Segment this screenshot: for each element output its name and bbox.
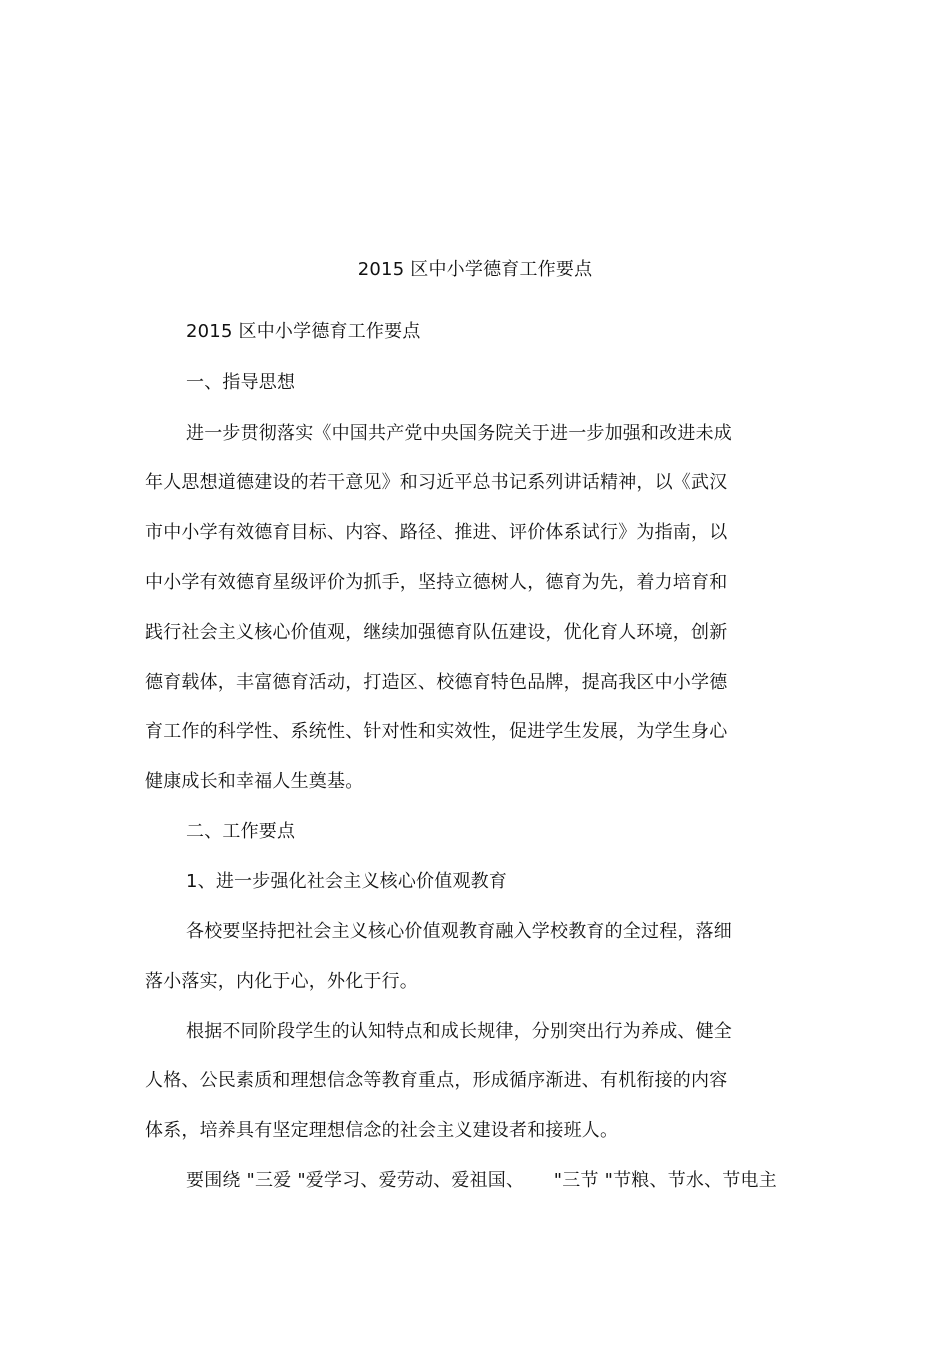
- paragraph-line: 体系，培养具有坚定理想信念的社会主义建设者和接班人。: [145, 1120, 619, 1141]
- paragraph-line: 根据不同阶段学生的认知特点和成长规律，分别突出行为养成、健全: [186, 1021, 732, 1042]
- document-title: 2015 区中小学德育工作要点: [357, 259, 593, 280]
- paragraph-line: 健康成长和幸福人生奠基。: [145, 771, 364, 792]
- paragraph-line: 各校要坚持把社会主义核心价值观教育融入学校教育的全过程，落细: [186, 921, 732, 942]
- paragraph-line: 进一步贯彻落实《中国共产党中央国务院关于进一步加强和改进未成: [186, 423, 732, 444]
- paragraph-line: 中小学有效德育星级评价为抓手，坚持立德树人，德育为先，着力培育和: [145, 572, 728, 593]
- subsection-heading: 1、进一步强化社会主义核心价值观教育: [186, 871, 508, 892]
- paragraph-line: 市中小学有效德育目标、内容、路径、推进、评价体系试行》为指南，以: [145, 522, 728, 543]
- paragraph-line: 践行社会主义核心价值观，继续加强德育队伍建设，优化育人环境，创新: [145, 622, 728, 643]
- paragraph-line: 育工作的科学性、系统性、针对性和实效性，促进学生发展，为学生身心: [145, 721, 728, 742]
- paragraph-line: 要围绕 "三爱 "爱学习、爱劳动、爱祖国、 "三节 "节粮、节水、节电主: [186, 1170, 777, 1191]
- paragraph-line: 人格、公民素质和理想信念等教育重点，形成循序渐进、有机衔接的内容: [145, 1070, 728, 1091]
- section-heading-guiding-thought: 一、指导思想: [186, 372, 296, 393]
- paragraph-line: 德育载体，丰富德育活动，打造区、校德育特色品牌，提高我区中小学德: [145, 672, 728, 693]
- subtitle-line: 2015 区中小学德育工作要点: [186, 321, 421, 342]
- section-heading-work-points: 二、工作要点: [186, 821, 296, 842]
- paragraph-line: 年人思想道德建设的若干意见》和习近平总书记系列讲话精神，以《武汉: [145, 472, 728, 493]
- paragraph-line: 落小落实，内化于心，外化于行。: [145, 971, 418, 992]
